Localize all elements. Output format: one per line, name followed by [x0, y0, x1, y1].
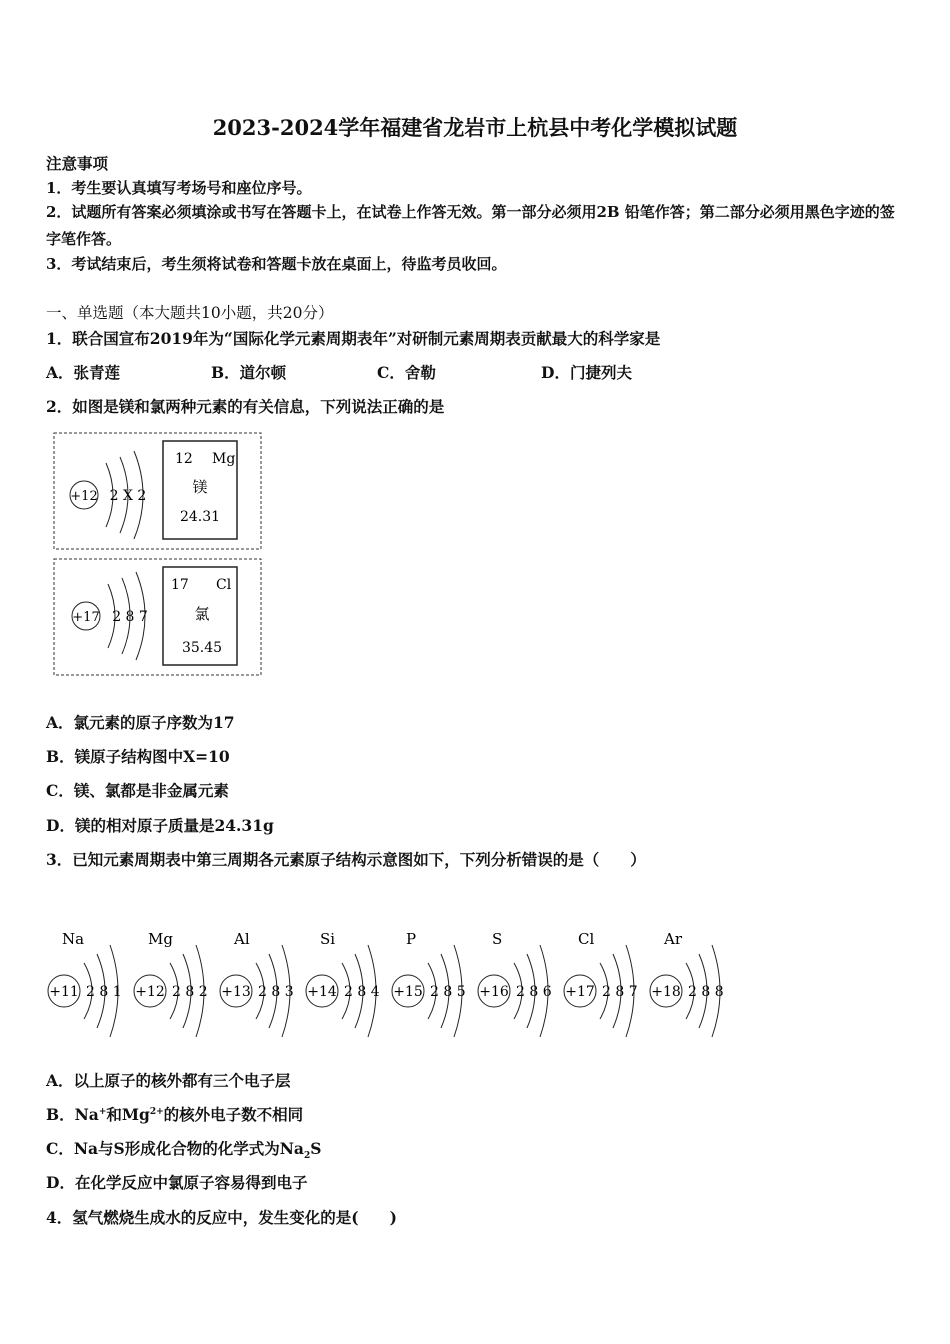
q1-option-b[interactable]: B．道尔顿	[211, 363, 287, 382]
q3-option-b-suffix: 的核外电子数不相同	[163, 1105, 304, 1124]
atom-shells: 2 8 8	[688, 984, 724, 1000]
atom-shells: 2 8 7	[602, 984, 638, 1000]
atom-diagram	[306, 930, 380, 1037]
q3-option-c[interactable]	[46, 1137, 321, 1161]
q2-option-d[interactable]: D．镁的相对原子质量是24.31g	[46, 816, 274, 835]
atom-diagram	[134, 930, 208, 1037]
mg-nucleus: +12	[70, 489, 98, 504]
atom-symbol: Al	[234, 930, 250, 948]
atom-symbol: Na	[62, 930, 85, 948]
notice-item-2: 2．试题所有答案必须填涂或书写在答题卡上，在试卷上作答无效。第一部分必须用2B 铅笔作答；第二部分必须用黑色字迹的签字笔作答。	[46, 203, 895, 248]
q1-option-a[interactable]: A．张青莲	[46, 363, 121, 382]
atom-diagram	[650, 930, 724, 1037]
atom-symbol: S	[492, 930, 503, 948]
atom-nucleus: +15	[393, 984, 423, 1000]
mg-symbol: Mg	[212, 451, 236, 467]
q3-option-b-sup2: 2+	[149, 1106, 164, 1117]
q3-option-b[interactable]	[46, 1103, 303, 1125]
mg-shells: 2 X 2	[109, 488, 147, 504]
mg-mass: 24.31	[179, 509, 221, 525]
atom-shells: 2 8 2	[172, 984, 208, 1000]
q3-option-b-sup1: +	[98, 1106, 107, 1117]
atom-nucleus: +13	[221, 984, 251, 1000]
q3-option-b-prefix: B．Na	[46, 1105, 99, 1124]
atom-shells: 2 8 6	[516, 984, 552, 1000]
q3-option-a[interactable]: A．以上原子的核外都有三个电子层	[46, 1071, 291, 1090]
q1-stem: 1．联合国宣布2019年为“国际化学元素周期表年”对研制元素周期表贡献最大的科学家是	[46, 329, 661, 348]
atom-symbol: Si	[320, 930, 336, 948]
atom-symbol: Cl	[578, 930, 595, 948]
q3-atom-diagrams	[40, 920, 740, 1050]
atom-shells: 2 8 1	[86, 984, 122, 1000]
atom-nucleus: +18	[651, 984, 681, 1000]
cl-nucleus: +17	[72, 610, 100, 625]
mg-name: 镁	[192, 478, 208, 496]
notice-item-3: 3．考试结束后，考生须将试卷和答题卡放在桌面上，待监考员收回。	[46, 255, 507, 273]
atom-diagram	[478, 930, 552, 1037]
mg-number: 12	[175, 451, 193, 467]
atom-symbol: Mg	[148, 930, 173, 948]
atom-diagram	[220, 930, 294, 1037]
q2-stem: 2．如图是镁和氯两种元素的有关信息，下列说法正确的是	[46, 397, 445, 416]
exam-title: 2023-2024学年福建省龙岩市上杭县中考化学模拟试题	[212, 115, 738, 140]
cl-number: 17	[171, 577, 189, 593]
q4-stem: 4．氢气燃烧生成水的反应中，发生变化的是( )	[46, 1208, 397, 1227]
q2-option-a[interactable]: A．氯元素的原子序数为17	[46, 713, 235, 732]
atom-diagram	[564, 930, 638, 1037]
section-heading: 一、单选题（本大题共10小题，共20分）	[46, 304, 334, 322]
atom-shells: 2 8 5	[430, 984, 466, 1000]
q2-option-b[interactable]: B．镁原子结构图中X=10	[46, 747, 230, 766]
cl-name: 氯	[194, 605, 210, 623]
atom-shells: 2 8 4	[344, 984, 380, 1000]
q3-option-b-mid: 和Mg	[106, 1105, 150, 1124]
q1-option-c[interactable]: C．舍勒	[377, 363, 436, 382]
atom-shells: 2 8 3	[258, 984, 294, 1000]
atom-nucleus: +14	[307, 984, 337, 1000]
cl-shells: 2 8 7	[112, 609, 148, 625]
cl-symbol: Cl	[216, 577, 232, 593]
notice-heading: 注意事项	[46, 154, 109, 173]
q2-figure	[50, 430, 265, 680]
notice-item-1: 1．考生要认真填写考场号和座位序号。	[46, 179, 312, 197]
atom-diagram	[48, 930, 122, 1037]
q3-option-d[interactable]: D．在化学反应中氯原子容易得到电子	[46, 1173, 308, 1192]
atom-nucleus: +16	[479, 984, 509, 1000]
atom-nucleus: +12	[135, 984, 165, 1000]
q2-option-c[interactable]: C．镁、氯都是非金属元素	[46, 781, 229, 800]
q3-stem: 3．已知元素周期表中第三周期各元素原子结构示意图如下，下列分析错误的是（ ）	[46, 850, 646, 869]
cl-mass: 35.45	[181, 640, 223, 656]
q3-option-c-prefix: C．Na与S形成化合物的化学式为Na	[46, 1139, 304, 1158]
atom-nucleus: +11	[49, 984, 79, 1000]
q1-option-d[interactable]: D．门捷列夫	[541, 363, 632, 382]
atom-symbol: P	[406, 930, 417, 948]
q3-option-c-suffix: S	[310, 1139, 322, 1158]
q3-option-c-sub: 2	[303, 1151, 311, 1162]
atom-nucleus: +17	[565, 984, 595, 1000]
atom-symbol: Ar	[664, 930, 683, 948]
atom-diagram	[392, 930, 466, 1037]
